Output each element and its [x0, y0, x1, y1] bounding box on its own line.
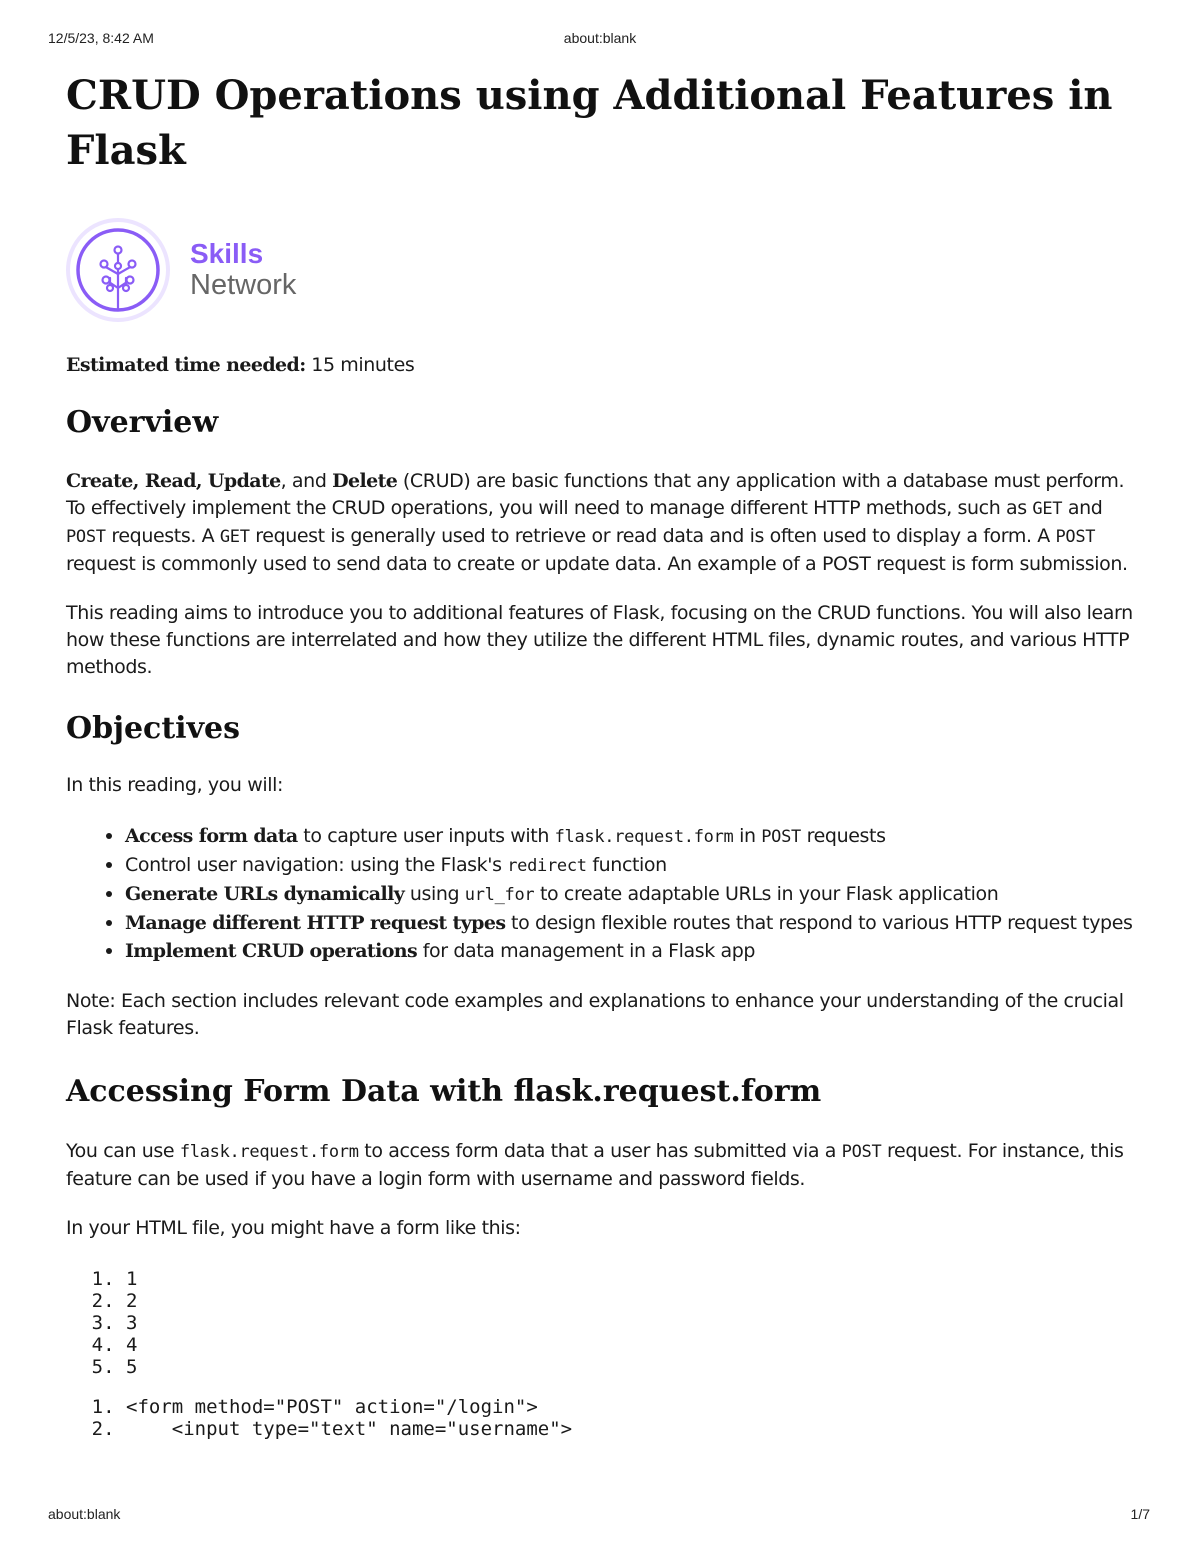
item-bold: Implement CRUD operations — [125, 940, 418, 962]
text: (CRUD) are basic functions that any application with a database must perform. To effectively implement the CRUD operations, you will need to manage different HTTP methods, such as — [66, 470, 1125, 519]
objectives-note: Note: Each section includes relevant code examples and explanations to enhance your understanding of the crucial Flask features. — [66, 990, 1124, 1039]
item-code: flask.request.form — [554, 827, 734, 847]
document-content — [66, 68, 1136, 1440]
print-datetime: 12/5/23, 8:42 AM — [48, 30, 154, 46]
item-bold: Access form data — [125, 825, 298, 847]
text: requests. A — [105, 525, 220, 547]
accessing-paragraph-1 — [66, 1138, 1136, 1193]
item-code: redirect — [507, 856, 587, 876]
accessing-form-data-heading: Accessing Form Data with flask.request.form — [66, 1074, 822, 1109]
text: to design flexible routes that respond to various HTTP request types — [505, 912, 1133, 934]
line-number: 2. 2 — [126, 1290, 1136, 1312]
code-post: POST — [66, 527, 106, 547]
code-block — [66, 1396, 1136, 1440]
item-code: url_for — [464, 885, 535, 905]
overview-paragraph-2: This reading aims to introduce you to additional features of Flask, focusing on the CRUD functions. You will also learn how these functions are interrelated and how they utilize the different HTML files, dynamic routes, and various HTTP methods. — [66, 602, 1133, 678]
item-code: POST — [761, 827, 801, 847]
code-line: 2. <input type="text" name="username"> — [126, 1418, 1136, 1440]
item-bold: Manage different HTTP request types — [125, 912, 506, 934]
logo-line-2: Network — [190, 269, 297, 301]
print-footer — [48, 1506, 1152, 1522]
list-item — [125, 880, 1136, 909]
line-number: 3. 3 — [126, 1312, 1136, 1334]
footer-url: about:blank — [48, 1506, 121, 1522]
text: request. For instance, this feature can be used if you have a login form with username and password fields. — [66, 1140, 1124, 1190]
text: You can use — [66, 1140, 180, 1162]
text: and — [1062, 497, 1103, 519]
print-header — [48, 30, 1152, 46]
text: for data management in a Flask app — [417, 940, 756, 962]
text: using — [404, 883, 465, 905]
bold-delete: Delete — [332, 470, 398, 492]
estimated-time-value: 15 minutes — [311, 354, 415, 376]
code-get: GET — [1032, 499, 1063, 519]
code-post: POST — [841, 1142, 882, 1162]
text: request is commonly used to send data to create or update data. An example of a POST request is form submission. — [66, 553, 1128, 575]
objectives-intro: In this reading, you will: — [66, 774, 283, 796]
page-title: CRUD Operations using Additional Features in Flask — [66, 72, 1113, 174]
list-item — [125, 909, 1136, 937]
text: to access form data that a user has submitted via a — [358, 1140, 842, 1162]
code-line-numbers — [66, 1268, 1136, 1378]
list-item — [125, 937, 1136, 965]
list-item — [125, 822, 1136, 851]
accessing-paragraph-2: In your HTML file, you might have a form like this: — [66, 1217, 521, 1239]
line-number: 5. 5 — [126, 1356, 1136, 1378]
page-number: 1/7 — [1130, 1506, 1150, 1522]
text: request is generally used to retrieve or read data and is often used to display a form. A — [249, 525, 1056, 547]
code-line: 1. <form method="POST" action="/login"> — [126, 1396, 1136, 1418]
text: to create adaptable URLs in your Flask application — [534, 883, 999, 905]
estimated-time-label: Estimated time needed: — [66, 354, 306, 376]
estimated-time — [66, 352, 1136, 379]
list-item — [125, 851, 1136, 880]
objectives-heading: Objectives — [66, 711, 240, 746]
text: Control user navigation: using the Flask's — [125, 854, 508, 876]
code-get: GET — [219, 527, 250, 547]
text: requests — [801, 825, 886, 847]
skills-network-logo — [66, 218, 1136, 322]
objectives-list — [66, 822, 1136, 965]
print-url: about:blank — [563, 30, 637, 46]
text: in — [733, 825, 762, 847]
line-number: 1. 1 — [126, 1268, 1136, 1290]
text: to capture user inputs with — [297, 825, 555, 847]
overview-paragraph-1 — [66, 468, 1136, 578]
line-number: 4. 4 — [126, 1334, 1136, 1356]
overview-heading: Overview — [66, 405, 219, 440]
code-post: POST — [1055, 527, 1096, 547]
text: function — [586, 854, 667, 876]
logo-line-1: Skills — [190, 238, 264, 269]
code-request-form: flask.request.form — [179, 1142, 359, 1162]
bold-crud-terms: Create, Read, Update — [66, 470, 281, 492]
text: , and — [280, 470, 333, 492]
item-bold: Generate URLs dynamically — [125, 883, 405, 905]
skills-network-tree-icon — [66, 218, 170, 322]
